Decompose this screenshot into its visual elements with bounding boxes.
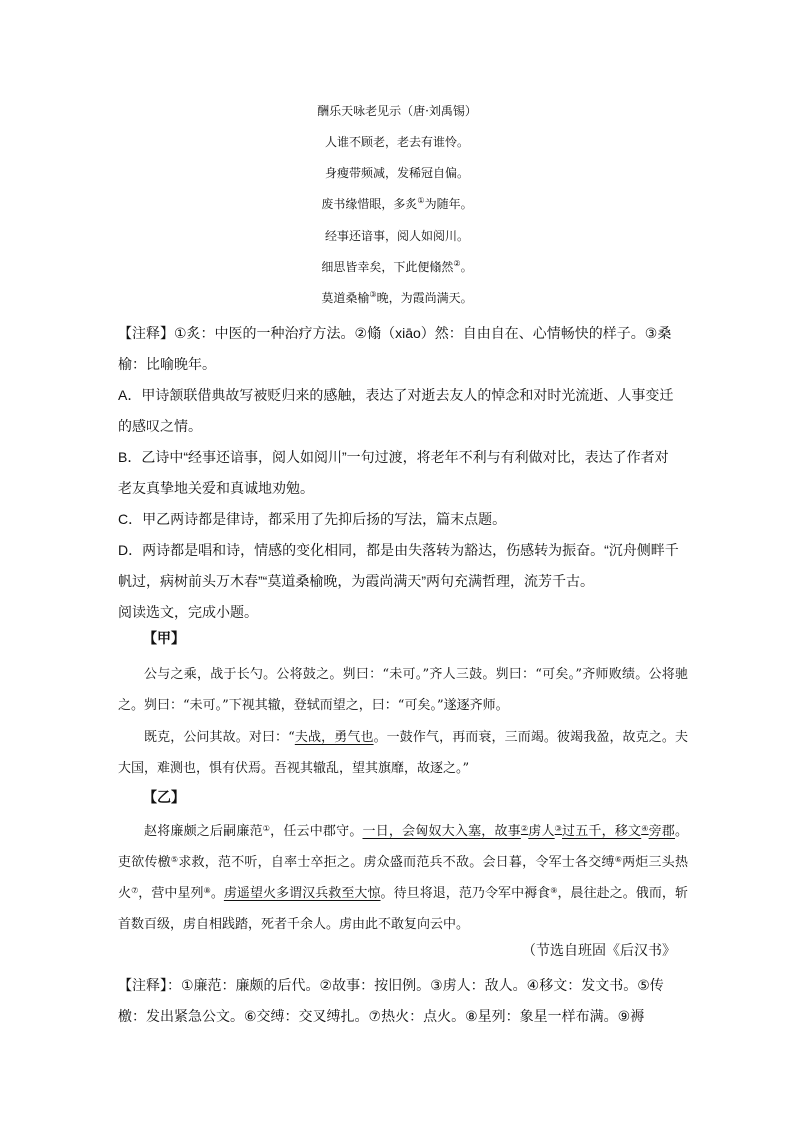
passage-text: 。一鼓作气，再而衰，三而竭。彼竭我盈，故克之。夫大国，难测也，惧有伏焉。吾视其辙乱，望其旗靡，故逐之。”: [118, 730, 688, 776]
passage-text: 。待旦将退，范乃令军中褥食: [380, 886, 551, 901]
footnote-marker: ③: [369, 290, 377, 299]
footnote-marker: ①: [417, 196, 425, 205]
passage-text: 。: [210, 886, 224, 901]
section-heading-jia: 【甲】: [143, 630, 185, 646]
option-b: B．乙诗中“经事还谙事，阅人如阅川”一句过渡，将老年不利与有利做对比，表达了作者对老友真挚地关爱和真诚地劝勉。: [118, 449, 669, 496]
passage-text: ，任云中郡守。: [270, 824, 363, 839]
passage-text: 求救，范不听，自率士卒拒之。虏众盛而范兵不敌。会日暮，令军士各交缚: [178, 855, 615, 870]
passage-yi: [118, 816, 688, 940]
poem-text: 为随年。: [424, 197, 473, 211]
poem-line: [0, 196, 794, 212]
poem-text: 。: [460, 260, 473, 274]
underlined-sentence: 一日，会匈奴大入塞，故事: [362, 824, 521, 839]
passage-text: 赵将廉颇之后嗣廉范: [144, 824, 263, 839]
option-a: A．甲诗颔联借典故写被贬归来的感触，表达了对逝去友人的悼念和对时光流逝、人事变迁的感叹之情。: [118, 387, 674, 434]
reading-prompt: 阅读选文，完成小题。: [118, 604, 258, 620]
footnote-marker: ②: [453, 259, 461, 268]
poem-line: [0, 290, 794, 306]
footnote-marker: ⑤: [170, 855, 179, 864]
underlined-sentence: 虏遥望火多谓汉兵救至大惊: [223, 886, 381, 901]
option-c: C．甲乙两诗都是律诗，都采用了先抑后扬的写法，篇末点题。: [118, 511, 507, 527]
poem-line: 经事还谙事，阅人如阅川。: [324, 229, 469, 243]
passage-text: ，营中星列: [138, 886, 204, 901]
footnote-marker: ③: [554, 824, 563, 833]
passage-text: 既克，公问其故。对曰：“: [144, 730, 295, 745]
footnote-marker: ①: [262, 824, 271, 833]
footnote-marker: ④: [641, 824, 649, 833]
footnote-marker: ⑥: [614, 855, 623, 864]
passage-jia-para1: 公与之乘，战于长勺。公将鼓之。刿曰：“未可。”齐人三鼓。刿曰：“可矣。”齐师败绩。公将驰之。刿曰：“未可。”下视其辙，登轼而望之，曰：“可矣。”遂逐齐师。: [118, 667, 688, 713]
poem-title: 酬乐天咏老见示（唐·刘禹锡）: [317, 104, 477, 118]
underlined-sentence: 旁郡: [648, 824, 675, 839]
passage-text: ，晨往赴之。俄而，斩首数百级，虏自相践踏，死者千余人。虏由此不敢复向云中。: [118, 886, 688, 932]
passage-text: 两炬三头热火: [118, 855, 688, 901]
poem-text: 废书缘惜眼，多炙: [321, 197, 418, 211]
poem-text: 莫道桑榆: [321, 291, 370, 305]
poem-text: 晚，为霞尚满天。: [376, 291, 473, 305]
poem-annotation: 【注释】①炙：中医的一种治疗方法。②翛（xiāo）然：自由自在、心情畅快的样子。③桑榆：比喻晚年。: [118, 325, 672, 372]
underlined-sentence: 夫战，勇气也: [294, 730, 374, 745]
source-citation: （节选自班固《后汉书》: [522, 942, 676, 958]
passage-text: 。吏欲传檄: [118, 824, 689, 870]
poem-line: 人谁不顾老，老去有谁怜。: [324, 135, 469, 149]
passage-annotation: 【注释】：①廉范：廉颇的后代。②故事：按旧例。③虏人：敌人。④移文：发文书。⑤传檄：发出紧急公文。⑥交缚：交叉缚扎。⑦热火：点火。⑧星列：象星一样布满。⑨褥: [118, 977, 664, 1024]
underlined-sentence: 虏人: [528, 824, 555, 839]
section-heading-yi: 【乙】: [143, 789, 185, 805]
footnote-marker: ②: [520, 824, 529, 833]
footnote-marker: ⑨: [550, 886, 558, 895]
footnote-marker: ⑧: [203, 886, 211, 895]
poem-line: 身瘦带频减，发稀冠自偏。: [324, 166, 469, 180]
poem-text: 细思皆幸矣，下此便翛然: [321, 260, 454, 274]
poem-line: [0, 259, 794, 275]
footnote-marker: ⑦: [131, 886, 139, 895]
option-d: D．两诗都是唱和诗，情感的变化相同，都是由失落转为豁达，伤感转为振奋。“沉舟侧畔千帆过，病树前头万木春”“莫道桑榆晚，为霞尚满天”两句充满哲理，流芳千古。: [118, 542, 679, 589]
passage-jia-para2: [118, 722, 688, 784]
underlined-sentence: 过五千，移文: [562, 824, 642, 839]
